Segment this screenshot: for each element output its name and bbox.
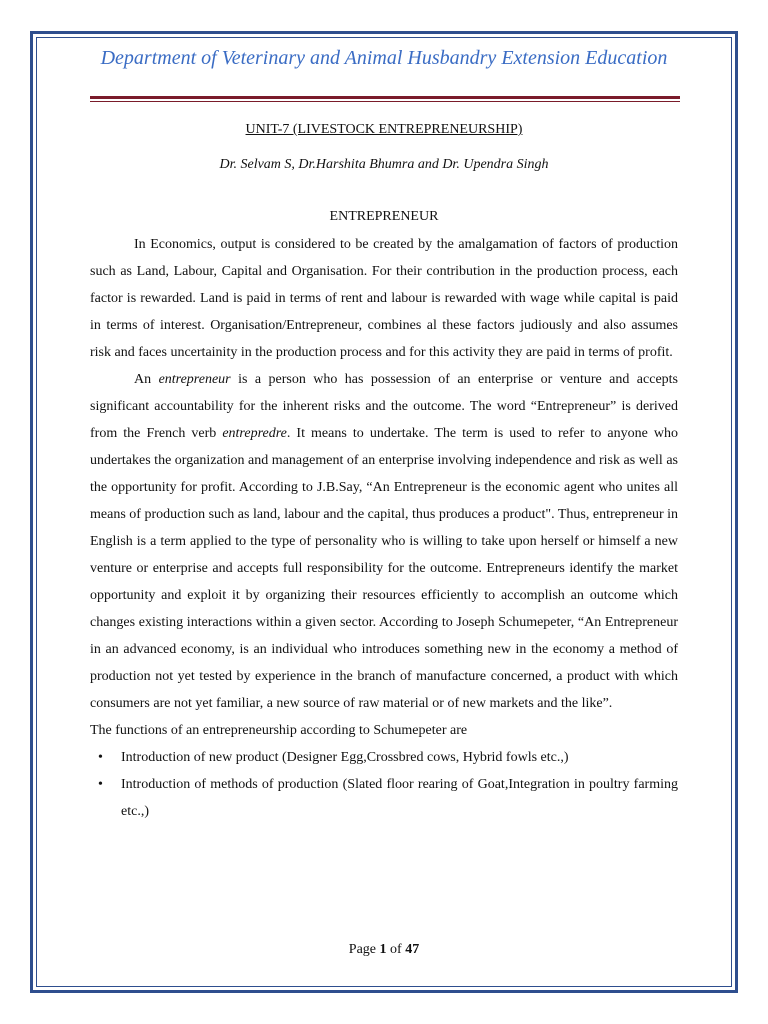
list-item xyxy=(90,744,678,771)
italic-term-entrepredre: entrepredre xyxy=(222,426,287,441)
functions-intro: The functions of an entrepreneurship according to Schumepeter are xyxy=(90,723,468,738)
paragraph-entrepreneur-definition xyxy=(90,366,678,717)
functions-list xyxy=(90,744,678,825)
document-body xyxy=(90,231,678,825)
paragraph-text: An xyxy=(134,372,159,387)
of-word: of xyxy=(390,942,402,957)
paragraph-text: is a person who has possession of an enterprise or venture and accepts significant accountability for the inherent risks and the outcome. The word “Entrepreneur” is derived from the French verb xyxy=(90,372,678,441)
list-item-text: Introduction of methods of production (Slated floor rearing of Goat,Integration in poultry farming etc.,) xyxy=(121,777,678,819)
unit-title: UNIT-7 (LIVESTOCK ENTREPRENEURSHIP) xyxy=(245,122,523,137)
page-word: Page xyxy=(348,942,377,957)
page-footer xyxy=(60,942,708,958)
department-header: Department of Veterinary and Animal Husbandry Extension Education xyxy=(100,47,668,69)
paragraph-text: . It means to undertake. The term is used to refer to anyone who undertakes the organization and management of an enterprise involving independence and risk as well as the opportunity for profit. According to J.B.Say, “An Entrepreneur is the economic agent who unites all means of production such as land, labour and the capital, thus produces a product". Thus, entrepreneur in English is a term applied to the type of personality who is willing to take upon herself or himself a new venture or enterprise and accepts full responsibility for the outcome. Entrepreneurs identify the market opportunity and exploit it by organizing their resources efficiently to accomplish an outcome which changes existing interactions within a given sector. According to Joseph Schumepeter, “An Entrepreneur in an advanced economy, is an individual who introduces something new in the economy a method of production not yet tested by experience in the branch of manufacture concerned, a product with which consumers are not yet familiar, a new source of raw material or of new markets and the like”. xyxy=(90,426,678,711)
total-pages: 47 xyxy=(405,942,420,957)
bullet-icon: • xyxy=(98,777,103,792)
list-item xyxy=(90,771,678,825)
section-heading: ENTREPRENEUR xyxy=(329,209,439,224)
header-rule-thick xyxy=(90,96,680,99)
page-number: 1 xyxy=(379,942,387,957)
italic-term-entrepreneur: entrepreneur xyxy=(158,372,231,387)
list-item-text: Introduction of new product (Designer Egg,Crossbred cows, Hybrid fowls etc.,) xyxy=(121,750,569,765)
header-rule-thin xyxy=(90,101,680,102)
authors-line: Dr. Selvam S, Dr.Harshita Bhumra and Dr. Upendra Singh xyxy=(219,157,549,172)
bullet-icon: • xyxy=(98,750,103,765)
paragraph-economics: In Economics, output is considered to be created by the amalgamation of factors of production such as Land, Labour, Capital and Organisation. For their contribution in the production process, each factor is rewarded. Land is paid in terms of rent and labour is rewarded with wage while capital is paid in terms of interest. Organisation/Entrepreneur, combines al these factors judiously and also assumes risk and faces uncertainity in the production process and for this activity they are paid in terms of profit. xyxy=(90,237,678,360)
